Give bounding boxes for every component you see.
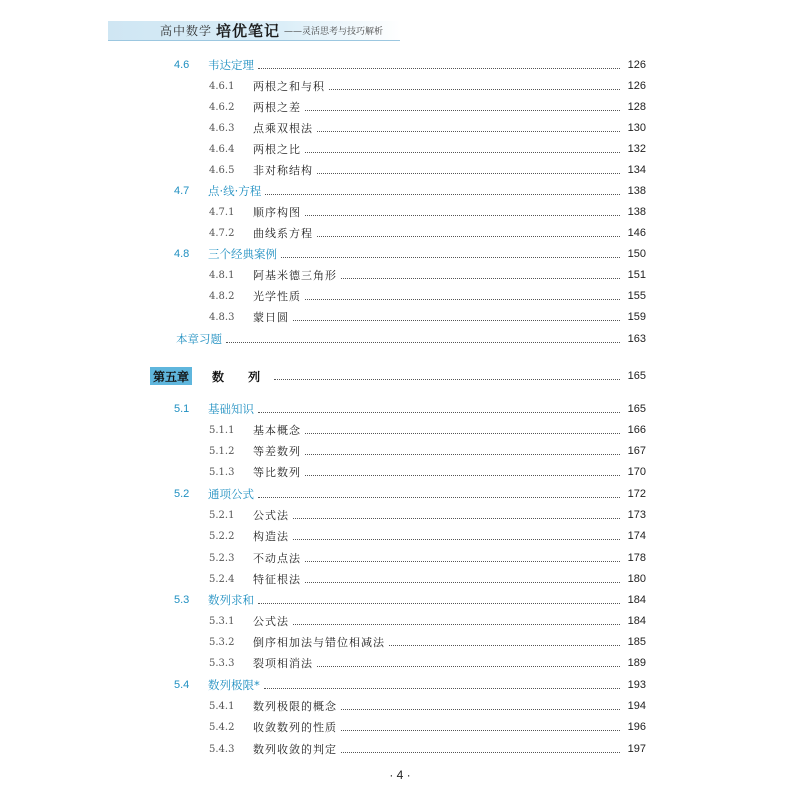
entry-title: 顺序构图 (253, 206, 301, 219)
toc-entry-sub[interactable] (0, 76, 800, 96)
entry-number: 4.7 (174, 185, 190, 197)
entry-number: 5.1.1 (209, 424, 235, 436)
entry-number: 5.3.3 (209, 657, 235, 669)
entry-title: 三个经典案例 (208, 247, 277, 261)
toc-entry-section[interactable] (0, 244, 800, 264)
toc-entry-section[interactable] (0, 675, 800, 695)
dot-leader (305, 151, 620, 153)
toc-entry-sub[interactable] (0, 548, 800, 568)
toc-entry-sub[interactable] (0, 118, 800, 138)
entry-title: 等差数列 (253, 445, 301, 458)
entry-number: 5.4.1 (209, 700, 235, 712)
entry-number: 5.2.4 (209, 573, 235, 585)
entry-number: 4.8 (174, 248, 190, 260)
entry-title: 两根之比 (253, 143, 301, 156)
entry-page-number: 150 (627, 248, 646, 260)
toc-entry-section[interactable] (0, 55, 800, 75)
toc-entry-sub[interactable] (0, 139, 800, 159)
dot-leader (341, 708, 620, 710)
entry-number: 4.6.4 (209, 143, 235, 155)
toc-entry-sub[interactable] (0, 505, 800, 525)
dot-leader (264, 687, 620, 689)
entry-page-number: 172 (627, 488, 646, 500)
entry-title: 数 列 (212, 369, 271, 384)
entry-page-number: 151 (627, 269, 646, 281)
entry-page-number: 138 (627, 185, 646, 197)
entry-title: 数列极限* (208, 678, 260, 692)
entry-page-number: 155 (627, 290, 646, 302)
entry-page-number: 184 (627, 615, 646, 627)
entry-title: 光学性质 (253, 290, 301, 303)
dot-leader (265, 193, 620, 195)
entry-number: 4.8.2 (209, 290, 235, 302)
toc-entry-sub[interactable] (0, 462, 800, 482)
entry-page-number: 132 (627, 143, 646, 155)
entry-title: 数列求和 (208, 593, 254, 607)
dot-leader (281, 256, 620, 258)
entry-title: 点乘双根法 (253, 122, 313, 135)
toc-entry-sub[interactable] (0, 265, 800, 285)
entry-page-number: 163 (627, 333, 646, 345)
entry-number: 4.7.2 (209, 227, 235, 239)
entry-title: 构造法 (253, 530, 289, 543)
toc-entry-sub[interactable] (0, 739, 800, 759)
entry-number: 4.6.5 (209, 164, 235, 176)
dot-leader (305, 560, 620, 562)
entry-page-number: 134 (627, 164, 646, 176)
toc-entry-chapter[interactable] (0, 366, 800, 386)
entry-title: 公式法 (253, 509, 289, 522)
toc-entry-section[interactable] (0, 181, 800, 201)
dot-leader (305, 214, 620, 216)
entry-page-number: 165 (627, 370, 646, 382)
entry-title: 倒序相加法与错位相减法 (253, 636, 385, 649)
entry-page-number: 166 (627, 424, 646, 436)
dot-leader (274, 378, 620, 380)
entry-page-number: 185 (627, 636, 646, 648)
entry-number: 5.1.2 (209, 445, 235, 457)
dot-leader (341, 277, 620, 279)
entry-title: 韦达定理 (208, 58, 254, 72)
toc-entry-section[interactable] (0, 484, 800, 504)
dot-leader (293, 319, 620, 321)
dot-leader (293, 517, 620, 519)
entry-number: 5.3 (174, 594, 190, 606)
entry-title: 不动点法 (253, 552, 301, 565)
entry-page-number: 180 (627, 573, 646, 585)
dot-leader (305, 581, 620, 583)
dot-leader (389, 644, 620, 646)
entry-page-number: 165 (627, 403, 646, 415)
dot-leader (329, 88, 620, 90)
entry-number: 5.1.3 (209, 466, 235, 478)
entry-number: 5.2 (174, 488, 190, 500)
entry-number: 4.7.1 (209, 206, 235, 218)
entry-number: 5.3.2 (209, 636, 235, 648)
toc-entry-sub[interactable] (0, 97, 800, 117)
dot-leader (258, 411, 620, 413)
dot-leader (305, 453, 620, 455)
dot-leader (341, 729, 620, 731)
entry-title: 公式法 (253, 615, 289, 628)
toc-entry-sub[interactable] (0, 223, 800, 243)
entry-number: 5.4.3 (209, 743, 235, 755)
dot-leader (258, 67, 620, 69)
entry-number: 5.2.2 (209, 530, 235, 542)
toc-entry-sub[interactable] (0, 160, 800, 180)
entry-page-number: 146 (627, 227, 646, 239)
dot-leader (305, 298, 620, 300)
entry-page-number: 126 (627, 80, 646, 92)
series-title: 培优笔记 (216, 22, 281, 40)
entry-page-number: 178 (627, 552, 646, 564)
entry-page-number: 159 (627, 311, 646, 323)
entry-title: 本章习题 (176, 332, 222, 346)
dot-leader (305, 109, 620, 111)
toc-entry-sub[interactable] (0, 202, 800, 222)
entry-number: 5.4.2 (209, 721, 235, 733)
entry-page-number: 170 (627, 466, 646, 478)
dot-leader (305, 474, 620, 476)
entry-page-number: 197 (627, 743, 646, 755)
toc-entry-section[interactable] (0, 399, 800, 419)
toc-entry-sub[interactable] (0, 632, 800, 652)
toc-entry-sub[interactable] (0, 717, 800, 737)
entry-number: 4.6.1 (209, 80, 235, 92)
dot-leader (305, 432, 620, 434)
toc-entry-sub[interactable] (0, 286, 800, 306)
entry-page-number: 126 (627, 59, 646, 71)
entry-title: 等比数列 (253, 466, 301, 479)
entry-page-number: 196 (627, 721, 646, 733)
entry-page-number: 128 (627, 101, 646, 113)
toc-entry-sub[interactable] (0, 307, 800, 327)
dot-leader (293, 623, 620, 625)
entry-title: 两根之和与积 (253, 80, 325, 93)
entry-title: 基础知识 (208, 402, 254, 416)
toc-entry-sub[interactable] (0, 696, 800, 716)
dot-leader (317, 172, 620, 174)
entry-page-number: 173 (627, 509, 646, 521)
chapter-number: 第五章 (150, 367, 192, 385)
entry-title: 通项公式 (208, 487, 254, 501)
entry-page-number: 193 (627, 679, 646, 691)
toc-entry-sub[interactable] (0, 420, 800, 440)
dot-leader (317, 665, 620, 667)
entry-page-number: 194 (627, 700, 646, 712)
header-tagline: ——灵活思考与技巧解析 (284, 27, 384, 37)
book-title: 高中数学 (160, 24, 213, 38)
dot-leader (317, 130, 620, 132)
toc-entry-section[interactable] (0, 590, 800, 610)
entry-number: 4.6.2 (209, 101, 235, 113)
toc-entry-sub[interactable] (0, 653, 800, 673)
dot-leader (317, 235, 620, 237)
entry-number: 5.3.1 (209, 615, 235, 627)
entry-number: 4.8.3 (209, 311, 235, 323)
entry-number: 5.1 (174, 403, 190, 415)
dot-leader (293, 538, 620, 540)
entry-title: 蒙日圆 (253, 311, 289, 324)
entry-number: 4.6 (174, 59, 190, 71)
entry-title: 阿基米德三角形 (253, 269, 337, 282)
toc-entry-sub[interactable] (0, 569, 800, 589)
entry-number: 5.4 (174, 679, 190, 691)
entry-page-number: 138 (627, 206, 646, 218)
page-number: · 4 · (389, 768, 411, 782)
entry-title: 数列收敛的判定 (253, 743, 337, 756)
entry-title: 数列极限的概念 (253, 700, 337, 713)
toc-entry-sub[interactable] (0, 611, 800, 631)
entry-title: 收敛数列的性质 (253, 721, 337, 734)
entry-number: 4.8.1 (209, 269, 235, 281)
entry-title: 曲线系方程 (253, 227, 313, 240)
dot-leader (258, 496, 620, 498)
entry-number: 5.2.3 (209, 552, 235, 564)
entry-title: 两根之差 (253, 101, 301, 114)
entry-page-number: 189 (627, 657, 646, 669)
dot-leader (341, 751, 620, 753)
toc-entry-exercise[interactable] (0, 329, 800, 349)
dot-leader (258, 602, 620, 604)
entry-page-number: 184 (627, 594, 646, 606)
entry-page-number: 167 (627, 445, 646, 457)
entry-page-number: 130 (627, 122, 646, 134)
entry-title: 非对称结构 (253, 164, 313, 177)
entry-page-number: 174 (627, 530, 646, 542)
entry-number: 4.6.3 (209, 122, 235, 134)
entry-number: 5.2.1 (209, 509, 235, 521)
entry-title: 基本概念 (253, 424, 301, 437)
entry-title: 点·线·方程 (208, 184, 262, 198)
toc-entry-sub[interactable] (0, 526, 800, 546)
toc-entry-sub[interactable] (0, 441, 800, 461)
entry-title: 特征根法 (253, 573, 301, 586)
entry-title: 裂项相消法 (253, 657, 313, 670)
dot-leader (226, 341, 620, 343)
